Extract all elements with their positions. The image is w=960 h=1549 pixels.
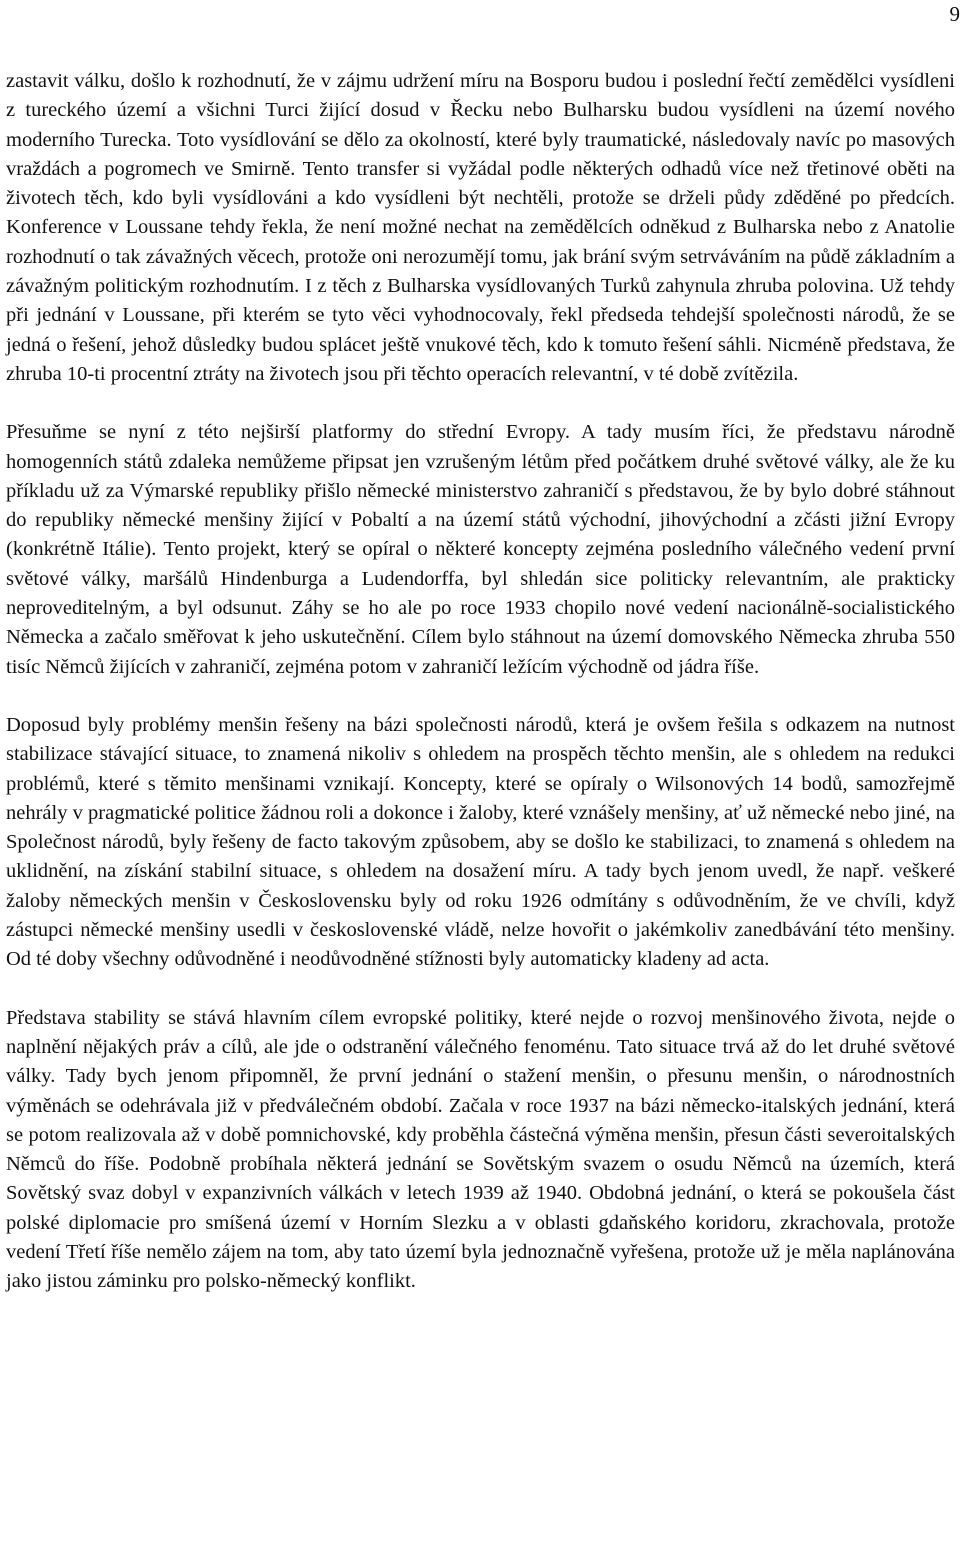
paragraph-2: Přesuňme se nyní z této nejširší platformy do střední Evropy. A tady musím říci, že představu národně homogenních států zdaleka nemůžeme připsat jen vzrušeným létům před počátkem druhé světové války, ale že ku příkladu už za Výmarské republiky přišlo německé ministerstvo zahraničí s představou, že by bylo dobré stáhnout do republiky německé menšiny žijící v Pobaltí a na území států východní, jihovýchodní a zčásti jižní Evropy (konkrétně Itálie). Tento projekt, který se opíral o některé koncepty zejména posledního válečného vedení první světové války, maršálů Hindenburga a Ludendorffa, byl shledán sice politicky relevantním, ale prakticky neproveditelným, a byl odsunut. Záhy se ho ale po roce 1933 chopilo nové vedení nacionálně-socialistického Německa a začalo směřovat k jeho uskutečnění. Cílem bylo stáhnout na území domovského Německa zhruba 550 tisíc Němců žijících v zahraničí, zejména potom v zahraničí ležícím východně od jádra říše.: [6, 421, 955, 678]
paragraph-1: zastavit válku, došlo k rozhodnutí, že v zájmu udržení míru na Bosporu budou i poslední řečtí zemědělci vysídleni z tureckého území a všichni Turci žijící dosud v Řecku nebo Bulharsku budou vysídleni na území nového moderního Turecka. Toto vysídlování se dělo za okolností, které byly traumatické, následovaly navíc po masových vraždách a pogromech ve Smirně. Tento transfer si vyžádal podle některých odhadů více než třetinové oběti na životech těch, kdo byli vysídlováni a kdo vysídleni být nechtěli, protože se drželi půdy zděděné po předcích. Konference v Loussane tehdy řekla, že není možné nechat na zemědělcích odněkud z Bulharska nebo z Anatolie rozhodnutí o tak závažných věcech, protože oni nerozumějí tomu, jak brání svým setrváváním na půdě základním a závažným politickým rozhodnutím. I z těch z Bulharska vysídlovaných Turků zahynula zhruba polovina. Už tehdy při jednání v Loussane, při kterém se tyto věci vyhodnocovaly, řekl předseda tehdejší společnosti národů, že se jedná o řešení, jehož důsledky budou splácet ještě vnukové těch, kdo k tomuto řešení sáhli. Nicméně představa, že zhruba 10-ti procentní ztráty na životech jsou při těchto operacích relevantní, v té době zvítězila.: [6, 70, 955, 385]
body-text: [6, 67, 955, 1297]
page-number: 9: [949, 2, 960, 26]
paragraph-4: Představa stability se stává hlavním cílem evropské politiky, které nejde o rozvoj menšinového života, nejde o naplnění nějakých práv a cílů, ale jde o odstranění válečného fenoménu. Tato situace trvá až do let druhé světové války. Tady bych jenom připomněl, že první jednání o stažení menšin, o přesunu menšin, o národnostních výměnách se odehrávala již v předválečném období. Začala v roce 1937 na bázi německo-italských jednání, která se potom realizovala až v době pomnichovské, kdy proběhla částečná výměna menšin, přesun části severoitalských Němců do říše. Podobně probíhala některá jednání se Sovětským svazem o osudu Němců na územích, která Sovětský svaz dobyl v expanzivních válkách v letech 1939 až 1940. Obdobná jednání, o která se pokoušela část polské diplomacie pro smíšená území v Horním Slezku a v oblasti gdaňského koridoru, zkrachovala, protože vedení Třetí říše nemělo zájem na tom, aby tato území byla jednoznačně vyřešena, protože už je měla naplánována jako jistou záminku pro polsko-německý konflikt.: [6, 1006, 955, 1293]
paragraph-3: Doposud byly problémy menšin řešeny na bázi společnosti národů, která je ovšem řešila s odkazem na nutnost stabilizace stávající situace, to znamená nikoliv s ohledem na prospěch těchto menšin, ale s ohledem na redukci problémů, které s těmito menšinami vznikají. Koncepty, které se opíraly o Wilsonových 14 bodů, samozřejmě nehrály v pragmatické politice žádnou roli a dokonce i žaloby, které vznášely menšiny, ať už německé nebo jiné, na Společnost národů, byly řešeny de facto takovým způsobem, aby se došlo ke stabilizaci, to znamená s ohledem na uklidnění, na získání stabilní situace, s ohledem na dosažení míru. A tady bych jenom uvedl, že např. veškeré žaloby německých menšin v Československu byly od roku 1926 odmítány s odůvodněním, že ve chvíli, když zástupci německé menšiny usedli v československé vládě, nelze hovořit o jakémkoliv zanedbávání této menšiny. Od té doby všechny odůvodněné i neodůvodněné stížnosti byly automaticky kladeny ad acta.: [6, 713, 955, 971]
